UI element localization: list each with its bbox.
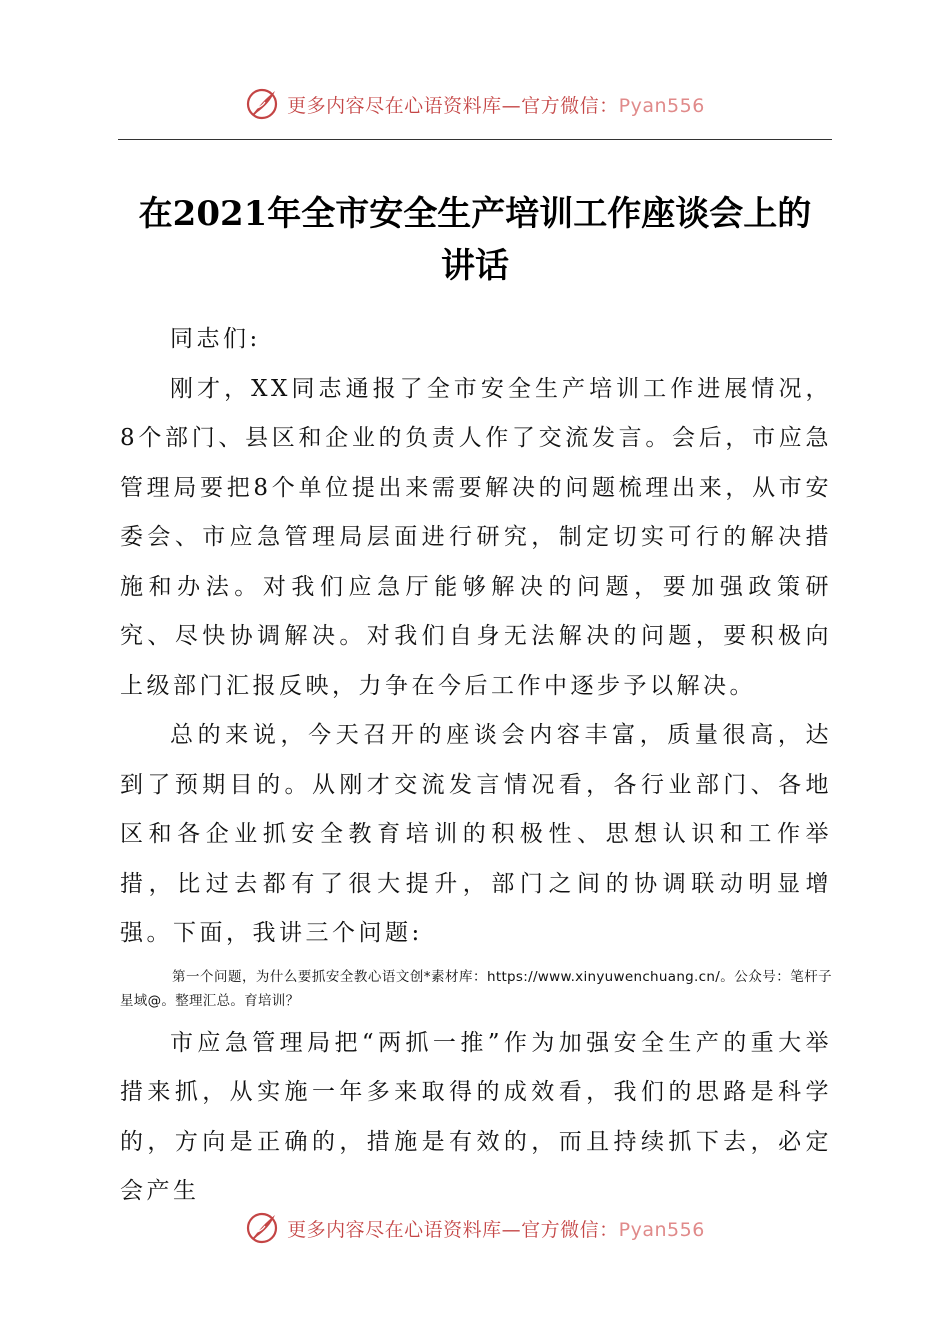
header-divider (118, 139, 832, 140)
document-body (120, 315, 832, 1217)
salutation: 同志们: (170, 326, 261, 352)
inline-note: 第一个问题，为什么要抓安全教心语文创*素材库：https://www.xinyuwenchuang.cn/。公众号：笔杆子星域@。整理汇总。育培训？ (120, 968, 832, 1009)
quill-logo-icon (245, 1210, 281, 1246)
footer-banner (0, 1208, 950, 1248)
header-banner (0, 84, 950, 124)
quill-logo-icon (245, 86, 281, 122)
paragraph: 刚才，XX同志通报了全市安全生产培训工作进展情况，8个部门、县区和企业的负责人作了交流发言。会后，市应急管理局要把8个单位提出来需要解决的问题梳理出来，从市安委会、市应急管理局层面进行研究，制定切实可行的解决措施和办法。对我们应急厅能够解决的问题，要加强政策研究、尽快协调解决。对我们自身无法解决的问题，要积极向上级部门汇报反映，力争在今后工作中逐步予以解决。 (120, 375, 832, 699)
paragraph: 总的来说，今天召开的座谈会内容丰富，质量很高，达到了预期目的。从刚才交流发言情况看，各行业部门、各地区和各企业抓安全教育培训的积极性、思想认识和工作举措，比过去都有了很大提升，部门之间的协调联动明显增强。下面，我讲三个问题: (120, 722, 832, 946)
footer-wechat-id: Pyan556 (618, 1218, 705, 1241)
paragraph: 市应急管理局把“两抓一推”作为加强安全生产的重大举措来抓，从实施一年多来取得的成效看，我们的思路是科学的，方向是正确的，措施是有效的，而且持续抓下去，必定会产生 (120, 1029, 832, 1204)
header-wechat-id: Pyan556 (618, 94, 705, 117)
title-line-1: 在2021年全市安全生产培训工作座谈会上的 (138, 194, 812, 234)
title-line-2: 讲话 (441, 246, 509, 286)
header-banner-text: 更多内容尽在心语资料库—官方微信：Pyan556 (287, 94, 705, 117)
footer-banner-text: 更多内容尽在心语资料库—官方微信：Pyan556 (287, 1218, 705, 1241)
document-title (118, 188, 832, 292)
